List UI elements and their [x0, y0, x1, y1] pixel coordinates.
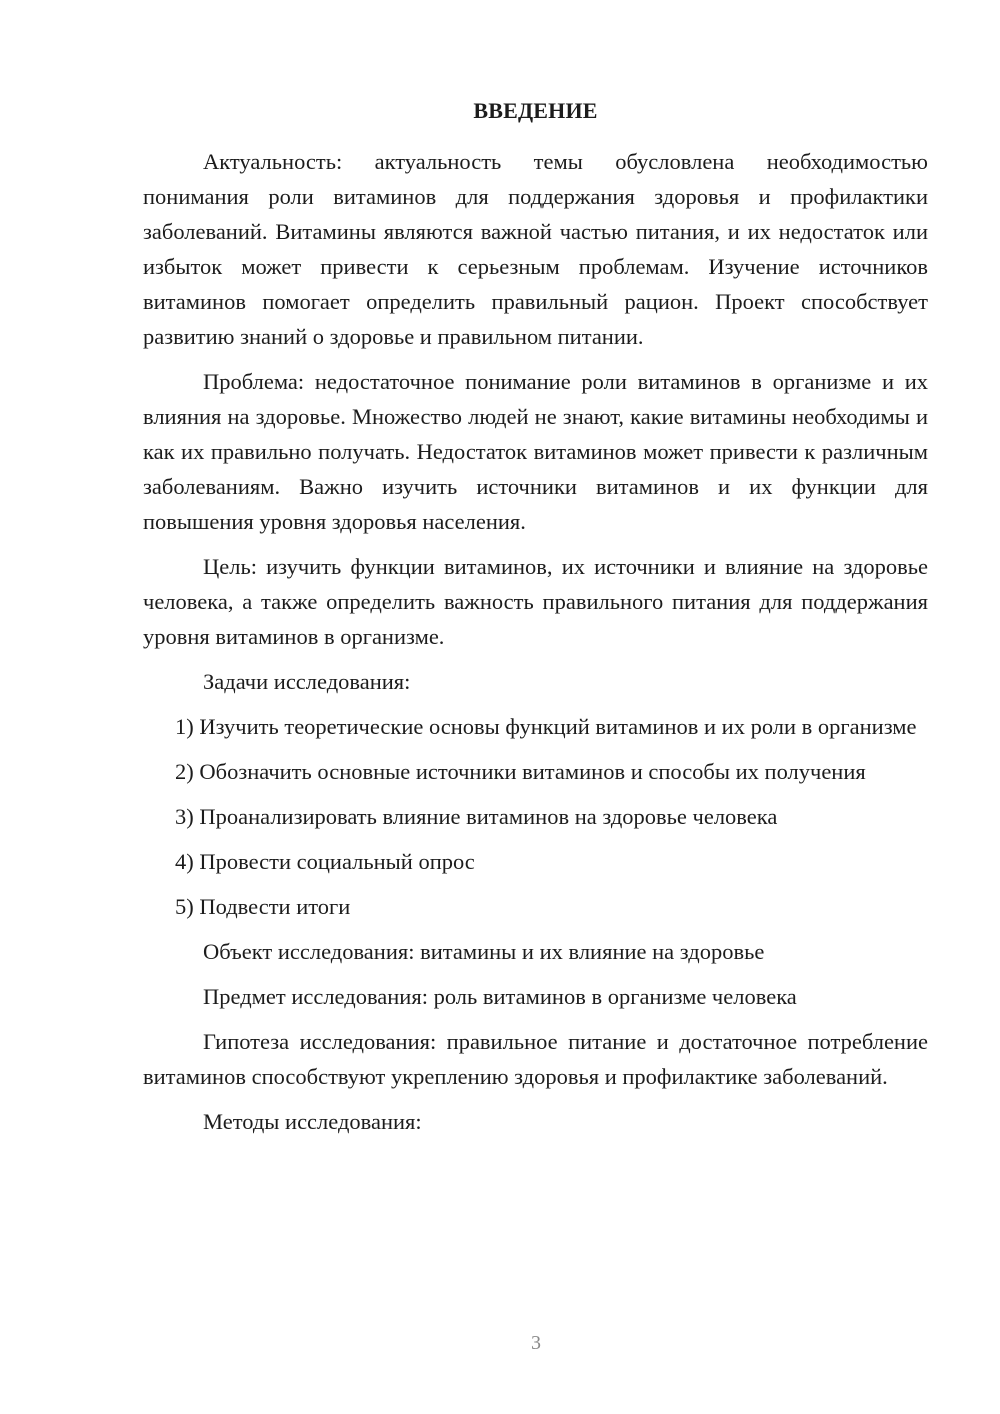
task-item-1: 1) Изучить теоретические основы функций витаминов и их роли в организме	[175, 714, 917, 739]
paragraph-subject: Предмет исследования: роль витаминов в организме человека	[203, 984, 797, 1009]
page-number: 3	[531, 1332, 541, 1354]
page-content	[143, 96, 928, 1149]
paragraph-goal: Цель: изучить функции витаминов, их источники и влияние на здоровье человека, а также определить важность правильного питания для поддержания уровня витаминов в организме.	[143, 554, 928, 649]
paragraph-object: Объект исследования: витамины и их влияние на здоровье	[203, 939, 765, 964]
task-item-5: 5) Подвести итоги	[175, 894, 351, 919]
task-item-3: 3) Проанализировать влияние витаминов на здоровье человека	[175, 804, 778, 829]
task-item-4: 4) Провести социальный опрос	[175, 849, 475, 874]
paragraph-methods-title: Методы исследования:	[203, 1109, 422, 1134]
paragraph-hypothesis: Гипотеза исследования: правильное питание и достаточное потребление витаминов способствуют укреплению здоровья и профилактике заболеваний.	[143, 1029, 928, 1089]
paragraph-relevance: Актуальность: актуальность темы обусловлена необходимостью понимания роли витаминов для поддержания здоровья и профилактики заболеваний. Витамины являются важной частью питания, и их недостаток или избыток может привести к серьезным проблемам. Изучение источников витаминов помогает определить правильный рацион. Проект способствует развитию знаний о здоровье и правильном питании.	[143, 149, 928, 349]
paragraph-problem: Проблема: недостаточное понимание роли витаминов в организме и их влияния на здоровье. Множество людей не знают, какие витамины необходимы и как их правильно получать. Недостаток витаминов может привести к различным заболеваниям. Важно изучить источники витаминов и их функции для повышения уровня здоровья населения.	[143, 369, 928, 534]
paragraph-tasks-title: Задачи исследования:	[203, 669, 411, 694]
task-item-2: 2) Обозначить основные источники витаминов и способы их получения	[175, 759, 866, 784]
section-heading: ВВЕДЕНИЕ	[473, 98, 598, 123]
